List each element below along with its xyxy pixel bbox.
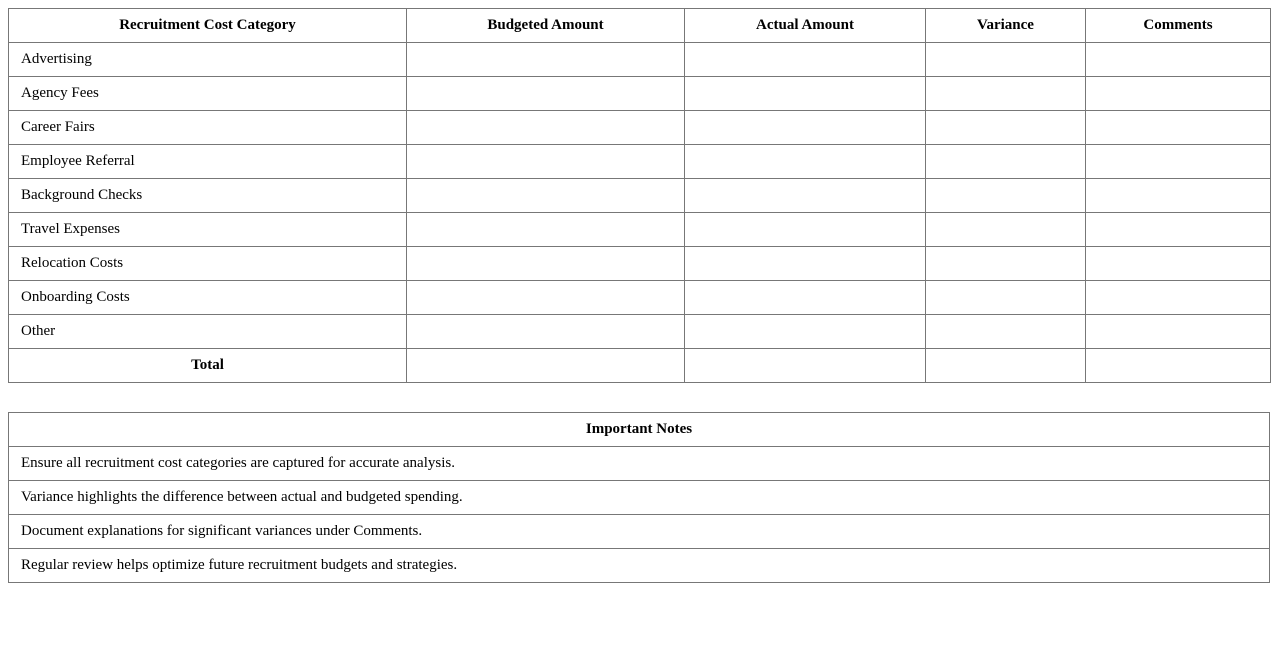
note-item: Document explanations for significant variances under Comments.	[9, 515, 1270, 549]
table-row	[9, 281, 1271, 315]
notes-header-row	[9, 413, 1270, 447]
comments-cell[interactable]	[1086, 247, 1271, 281]
header-actual-amount: Actual Amount	[685, 9, 926, 43]
table-row	[9, 179, 1271, 213]
comments-cell[interactable]	[1086, 43, 1271, 77]
total-actual-cell[interactable]	[685, 349, 926, 383]
variance-cell[interactable]	[926, 111, 1086, 145]
category-cell: Agency Fees	[9, 77, 407, 111]
total-comments-cell[interactable]	[1086, 349, 1271, 383]
variance-cell[interactable]	[926, 213, 1086, 247]
actual-cell[interactable]	[685, 315, 926, 349]
category-cell: Employee Referral	[9, 145, 407, 179]
header-variance: Variance	[926, 9, 1086, 43]
variance-cell[interactable]	[926, 43, 1086, 77]
category-cell: Career Fairs	[9, 111, 407, 145]
comments-cell[interactable]	[1086, 77, 1271, 111]
header-budgeted-amount: Budgeted Amount	[407, 9, 685, 43]
note-item: Regular review helps optimize future recruitment budgets and strategies.	[9, 549, 1270, 583]
comments-cell[interactable]	[1086, 281, 1271, 315]
table-row	[9, 111, 1271, 145]
note-row	[9, 549, 1270, 583]
actual-cell[interactable]	[685, 145, 926, 179]
notes-title: Important Notes	[9, 413, 1270, 447]
table-row	[9, 43, 1271, 77]
total-label: Total	[9, 349, 407, 383]
table-header-row	[9, 9, 1271, 43]
note-row	[9, 481, 1270, 515]
actual-cell[interactable]	[685, 77, 926, 111]
category-cell: Advertising	[9, 43, 407, 77]
header-comments: Comments	[1086, 9, 1271, 43]
budgeted-cell[interactable]	[407, 247, 685, 281]
note-row	[9, 515, 1270, 549]
comments-cell[interactable]	[1086, 213, 1271, 247]
comments-cell[interactable]	[1086, 111, 1271, 145]
budgeted-cell[interactable]	[407, 111, 685, 145]
comments-cell[interactable]	[1086, 179, 1271, 213]
total-variance-cell[interactable]	[926, 349, 1086, 383]
total-budgeted-cell[interactable]	[407, 349, 685, 383]
note-item: Variance highlights the difference between actual and budgeted spending.	[9, 481, 1270, 515]
recruitment-cost-table	[8, 8, 1271, 383]
header-category: Recruitment Cost Category	[9, 9, 407, 43]
variance-cell[interactable]	[926, 247, 1086, 281]
budgeted-cell[interactable]	[407, 315, 685, 349]
category-cell: Onboarding Costs	[9, 281, 407, 315]
budgeted-cell[interactable]	[407, 145, 685, 179]
actual-cell[interactable]	[685, 247, 926, 281]
budgeted-cell[interactable]	[407, 179, 685, 213]
budgeted-cell[interactable]	[407, 77, 685, 111]
table-row	[9, 77, 1271, 111]
table-row	[9, 247, 1271, 281]
actual-cell[interactable]	[685, 213, 926, 247]
actual-cell[interactable]	[685, 179, 926, 213]
table-row	[9, 315, 1271, 349]
actual-cell[interactable]	[685, 281, 926, 315]
category-cell: Background Checks	[9, 179, 407, 213]
table-row	[9, 145, 1271, 179]
variance-cell[interactable]	[926, 281, 1086, 315]
note-item: Ensure all recruitment cost categories are captured for accurate analysis.	[9, 447, 1270, 481]
variance-cell[interactable]	[926, 77, 1086, 111]
total-row	[9, 349, 1271, 383]
table-row	[9, 213, 1271, 247]
actual-cell[interactable]	[685, 111, 926, 145]
category-cell: Other	[9, 315, 407, 349]
variance-cell[interactable]	[926, 179, 1086, 213]
note-row	[9, 447, 1270, 481]
important-notes-table	[8, 412, 1270, 583]
category-cell: Relocation Costs	[9, 247, 407, 281]
variance-cell[interactable]	[926, 315, 1086, 349]
comments-cell[interactable]	[1086, 315, 1271, 349]
actual-cell[interactable]	[685, 43, 926, 77]
budgeted-cell[interactable]	[407, 281, 685, 315]
category-cell: Travel Expenses	[9, 213, 407, 247]
variance-cell[interactable]	[926, 145, 1086, 179]
comments-cell[interactable]	[1086, 145, 1271, 179]
budgeted-cell[interactable]	[407, 43, 685, 77]
budgeted-cell[interactable]	[407, 213, 685, 247]
